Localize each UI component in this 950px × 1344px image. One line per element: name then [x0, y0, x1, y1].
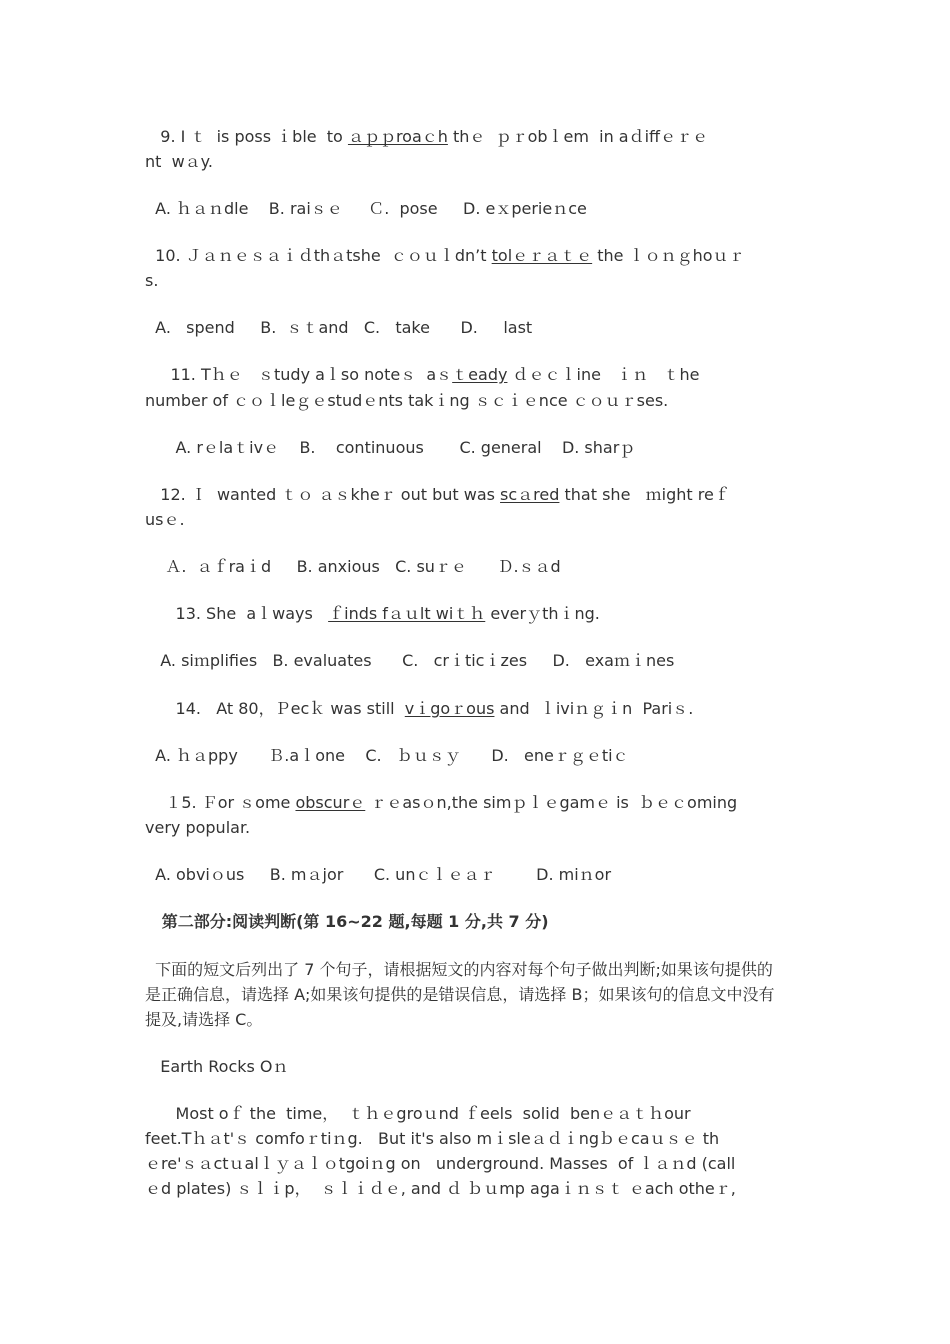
question-13-options: A. siｍplifies B. evaluates C. crｉticｉzes D. exaｍｉnes	[145, 651, 675, 670]
question-13-line-1: 13. She aｌways ｆinds fａｕlt wiｔｈ everｙthｉng.	[145, 604, 600, 623]
question-9-line-2: nt wａy.	[145, 152, 213, 171]
question-9-options: A. ｈａｎdle B. raiｓｅ Ｃ. pose D. eｘperieｎce	[145, 199, 587, 218]
question-10-options: A. spend B. ｓｔand C. take D. last	[145, 318, 533, 337]
question-11-line-1: 11. Tｈｅ ｓtudy aｌso noteｓ aｓｔeady ｄｅｃｌine ｉｎ ｔhe	[145, 365, 700, 384]
question-11-options: A. rｅlaｔivｅ B. continuous C. general D. sharｐ	[145, 438, 636, 457]
passage-line-3: ｅre'ｓａctｕalｌｙａｌｏtgoiｎg on underground. Masses of ｌａｎd (call	[145, 1154, 736, 1173]
question-15-line-2: very popular.	[145, 818, 251, 837]
target-word: ｆinds fａｕlt wiｔｈ	[328, 604, 486, 623]
passage-line-4: ｅd plates) ｓｌｉp， ｓｌｉｄｅ, and ｄ ｂｕmp agaｉｎｓｔ ｅach otheｒ,	[145, 1179, 736, 1198]
target-word: obscurｅ	[295, 793, 366, 812]
passage-line-2: feet.Tｈａt'ｓ comfoｒtiｎg. But it's also mｉsleａｄｉngｂｅcaｕｓｅ th	[145, 1129, 720, 1148]
question-14-line-1: 14. At 80，Ｐecｋ was still vｉgoｒous and ｌiviｎｇｉn Pariｓ.	[145, 699, 694, 718]
question-15-line-1: １5. Ｆor ｓome obscurｅ ｒｅasｏn,the simｐｌｅgamｅ is ｂｅｃoming	[145, 793, 738, 812]
instructions-line-3: 提及,请选择 C。	[145, 1010, 263, 1029]
passage-line-1: Most oｆ the time， ｔｈｅgroｕnd ｆeels solid benｅａｔｈour	[145, 1104, 691, 1123]
question-12-line-2: usｅ.	[145, 510, 185, 529]
target-word: ａｐｐroaｃh	[347, 127, 448, 146]
passage-title: Earth Rocks Oｎ	[145, 1057, 289, 1076]
question-15-options: A. obviｏus B. mａjor C. unｃｌｅａｒ D. miｎor	[145, 865, 612, 884]
target-word: tolｅｒａｔｅ	[491, 246, 593, 265]
instructions-line-1: 下面的短文后列出了 7 个句子，请根据短文的内容对每个句子做出判断;如果该句提供的	[145, 960, 773, 979]
question-10-line-1: 10. Ｊａｎｅｓａｉｄthａtshe ｃｏｕｌdn’t tolｅｒａｔｅ the ｌｏｎｇhoｕｒ	[145, 246, 745, 265]
target-word: scａred	[500, 485, 560, 504]
target-word: ｔeady	[452, 365, 508, 384]
target-word: vｉgoｒous	[404, 699, 495, 718]
question-9-line-1: 9. I ｔ is poss ｉble to ａｐｐroaｃh thｅ ｐｒobｌem in aｄiffｅｒｅ	[145, 127, 709, 146]
question-11-line-2: number of ｃｏｌleｇｅstudｅnts takｉng ｓｃｉｅnce ｃｏｕｒses.	[145, 391, 669, 410]
question-10-line-2: s.	[145, 271, 159, 290]
question-14-options: A. ｈａppy Ｂ.aｌone C. ｂｕｓｙ D. eneｒｇｅtiｃ	[145, 746, 629, 765]
question-12-line-1: 12. Ｉ wanted ｔｏ ａｓkheｒ out but was scａred that she ｍight reｆ	[145, 485, 730, 504]
section-title: 第二部分:阅读判断(第 16~22 题,每题 1 分,共 7 分)	[145, 912, 549, 931]
question-12-options: Ａ. ａｆraｉd B. anxious C. suｒｅ Ｄ.ｓａd	[145, 557, 561, 576]
instructions-line-2: 是正确信息，请选择 A;如果该句提供的是错误信息，请选择 B；如果该句的信息文中没有	[145, 985, 775, 1004]
